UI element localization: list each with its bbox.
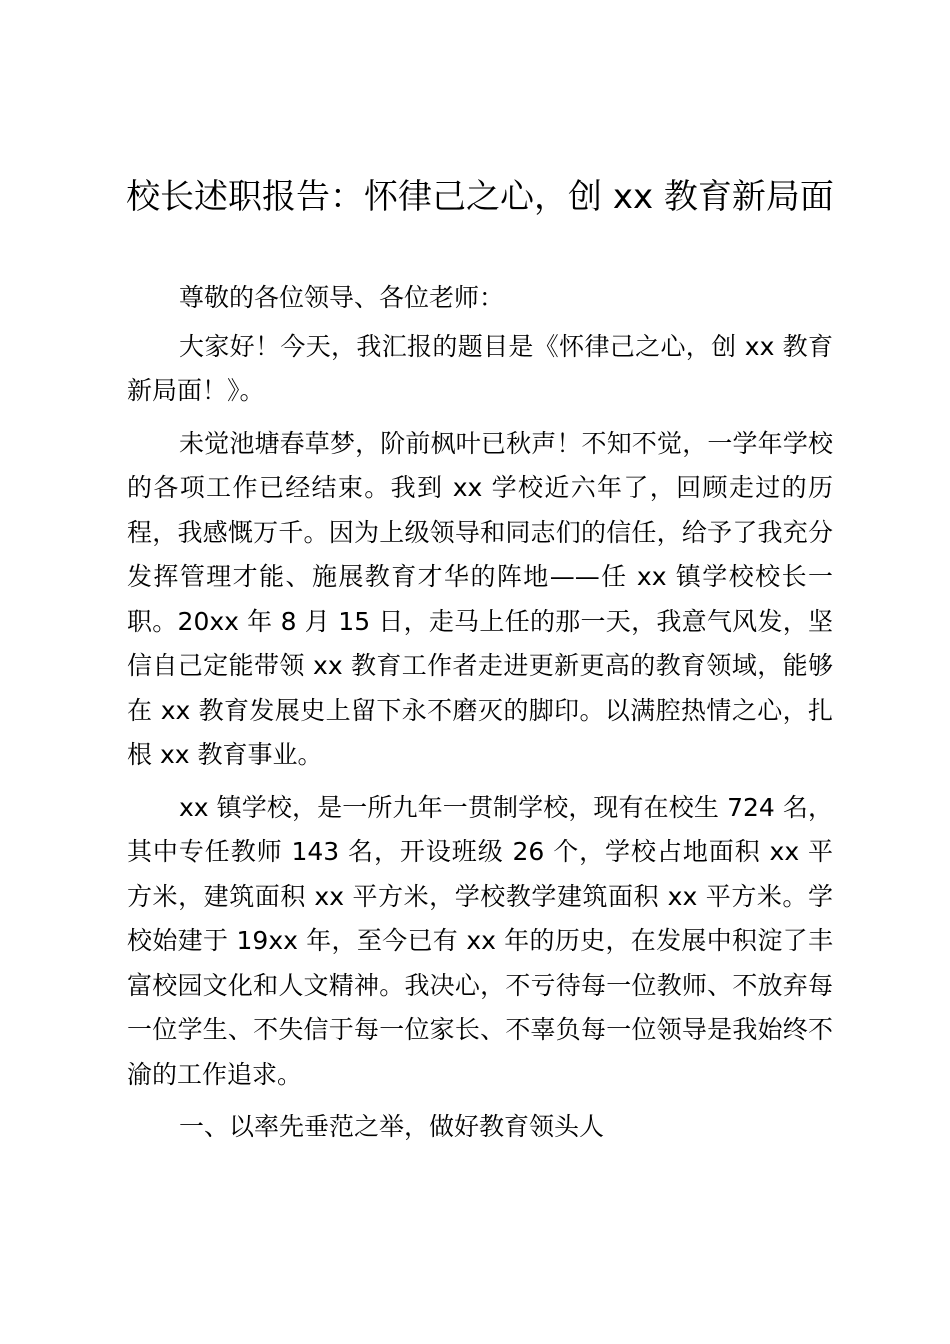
paragraph-greeting: 大家好！今天，我汇报的题目是《怀律己之心，创 xx 教育新局面！》。: [127, 331, 833, 405]
section-heading: 一、以率先垂范之举，做好教育领头人: [179, 1112, 605, 1141]
salutation: 尊敬的各位领导、各位老师：: [179, 283, 505, 312]
document-title: 校长述职报告：怀律己之心，创 xx 教育新局面: [126, 177, 834, 217]
paragraph-school-overview: xx 镇学校，是一所九年一贯制学校，现有在校生 724 名，其中专任教师 143 名，开设班级 26 个，学校占地面积 xx 平方米，建筑面积 xx 平方米，学校教学建筑面积 xx 平方米。学校始建于 19xx 年，至今已有 xx 年的历史，在发展中积淀了丰富校园文化和人文精神。我决心，不亏待每一位教师、不放弃每一位学生、不失信于每一位家长、不辜负每一位领导是我始终不渝的工作追求。: [127, 792, 833, 1089]
document-body: [127, 276, 833, 1150]
paragraph-introduction: 未觉池塘春草梦，阶前枫叶已秋声！不知不觉，一学年学校的各项工作已经结束。我到 xx 学校近六年了，回顾走过的历程，我感慨万千。因为上级领导和同志们的信任，给予了我充分发挥管理才能、施展教育才华的阵地——任 xx 镇学校校长一职。20xx 年 8 月 15 日，走马上任的那一天，我意气风发，坚信自己定能带领 xx 教育工作者走进更新更高的教育领域，能够在 xx 教育发展史上留下永不磨灭的脚印。以满腔热情之心，扎根 xx 教育事业。: [127, 428, 833, 769]
